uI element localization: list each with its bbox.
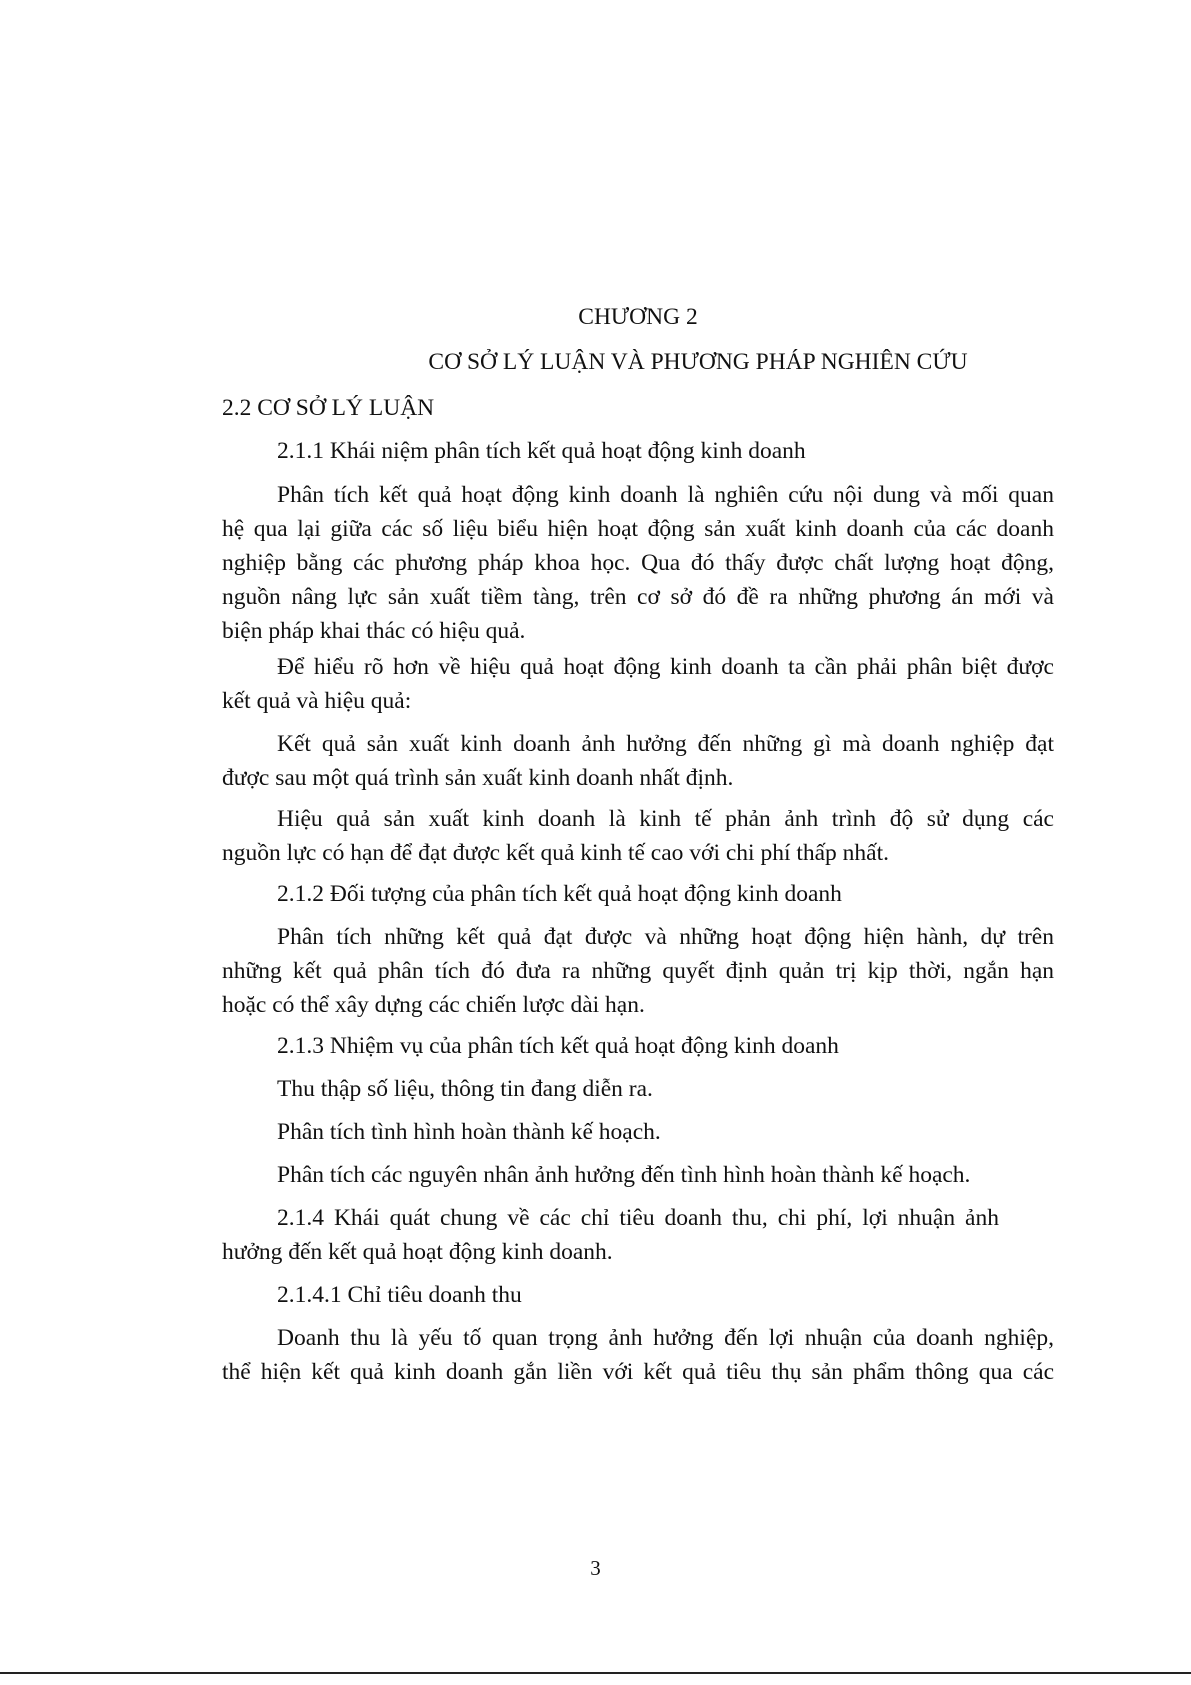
paragraph-2-1-1-distinction [222,650,1054,718]
paragraph-line: nghiệp bằng các phương pháp khoa học. Qua đó thấy được chất lượng hoạt động, [222,550,1054,576]
list-item: Phân tích các nguyên nhân ảnh hưởng đến tình hình hoàn thành kế hoạch. [277,1162,971,1188]
paragraph-line: Để hiểu rõ hơn về hiệu quả hoạt động kinh doanh ta cần phải phân biệt được [277,654,1054,680]
paragraph-2-1-1-definition [222,478,1054,648]
paragraph-line: hoặc có thể xây dựng các chiến lược dài hạn. [222,992,645,1018]
paragraph-line: hệ qua lại giữa các số liệu biểu hiện hoạt động sản xuất kinh doanh của các doanh [222,516,1054,542]
paragraph-2-1-2-object [222,920,1054,1022]
paragraph-line: nguồn lực có hạn để đạt được kết quả kinh tế cao với chi phí thấp nhất. [222,840,890,866]
paragraph-2-1-1-result [222,727,1054,795]
paragraph-line: những kết quả phân tích đó đưa ra những quyết định quản trị kịp thời, ngắn hạn [222,958,1054,984]
page-number: 3 [590,1556,601,1580]
paragraph-line: Phân tích kết quả hoạt động kinh doanh là nghiên cứu nội dung và mối quan [277,482,1054,508]
subsection-heading-2-1-4 [222,1201,1054,1269]
chapter-title: CƠ SỞ LÝ LUẬN VÀ PHƯƠNG PHÁP NGHIÊN CỨU [428,349,968,375]
paragraph-line: Kết quả sản xuất kinh doanh ảnh hưởng đến những gì mà doanh nghiệp đạt [277,731,1054,757]
section-heading: 2.2 CƠ SỞ LÝ LUẬN [222,395,435,421]
paragraph-line: được sau một quá trình sản xuất kinh doanh nhất định. [222,765,734,791]
paragraph-line: kết quả và hiệu quả: [222,688,412,714]
paragraph-2-1-1-efficiency [222,802,1054,870]
paragraph-line: thể hiện kết quả kinh doanh gắn liền với kết quả tiêu thụ sản phẩm thông qua các [222,1359,1054,1385]
list-item: Phân tích tình hình hoàn thành kế hoạch. [277,1119,661,1145]
bottom-border-line [0,1672,1191,1674]
heading-line: 2.1.4 Khái quát chung về các chỉ tiêu doanh thu, chi phí, lợi nhuận ảnh [277,1205,999,1231]
paragraph-line: Phân tích những kết quả đạt được và những hoạt động hiện hành, dự trên [277,924,1054,950]
list-item: Thu thập số liệu, thông tin đang diễn ra. [277,1076,653,1102]
subsection-heading-2-1-4-1: 2.1.4.1 Chỉ tiêu doanh thu [277,1282,522,1308]
subsection-heading-2-1-1: 2.1.1 Khái niệm phân tích kết quả hoạt động kinh doanh [277,438,806,464]
chapter-label: CHƯƠNG 2 [578,304,698,330]
paragraph-line: Hiệu quả sản xuất kinh doanh là kinh tế phản ảnh trình độ sử dụng các [277,806,1054,832]
subsection-heading-2-1-3: 2.1.3 Nhiệm vụ của phân tích kết quả hoạt động kinh doanh [277,1033,839,1059]
subsection-heading-2-1-2: 2.1.2 Đối tượng của phân tích kết quả hoạt động kinh doanh [277,881,842,907]
paragraph-line: biện pháp khai thác có hiệu quả. [222,618,526,644]
paragraph-line: Doanh thu là yếu tố quan trọng ảnh hưởng đến lợi nhuận của doanh nghiệp, [277,1325,1054,1351]
paragraph-2-1-4-1-revenue [222,1321,1054,1389]
paragraph-line: nguồn nâng lực sản xuất tiềm tàng, trên cơ sở đó đề ra những phương án mới và [222,584,1054,610]
heading-line: hưởng đến kết quả hoạt động kinh doanh. [222,1239,613,1265]
